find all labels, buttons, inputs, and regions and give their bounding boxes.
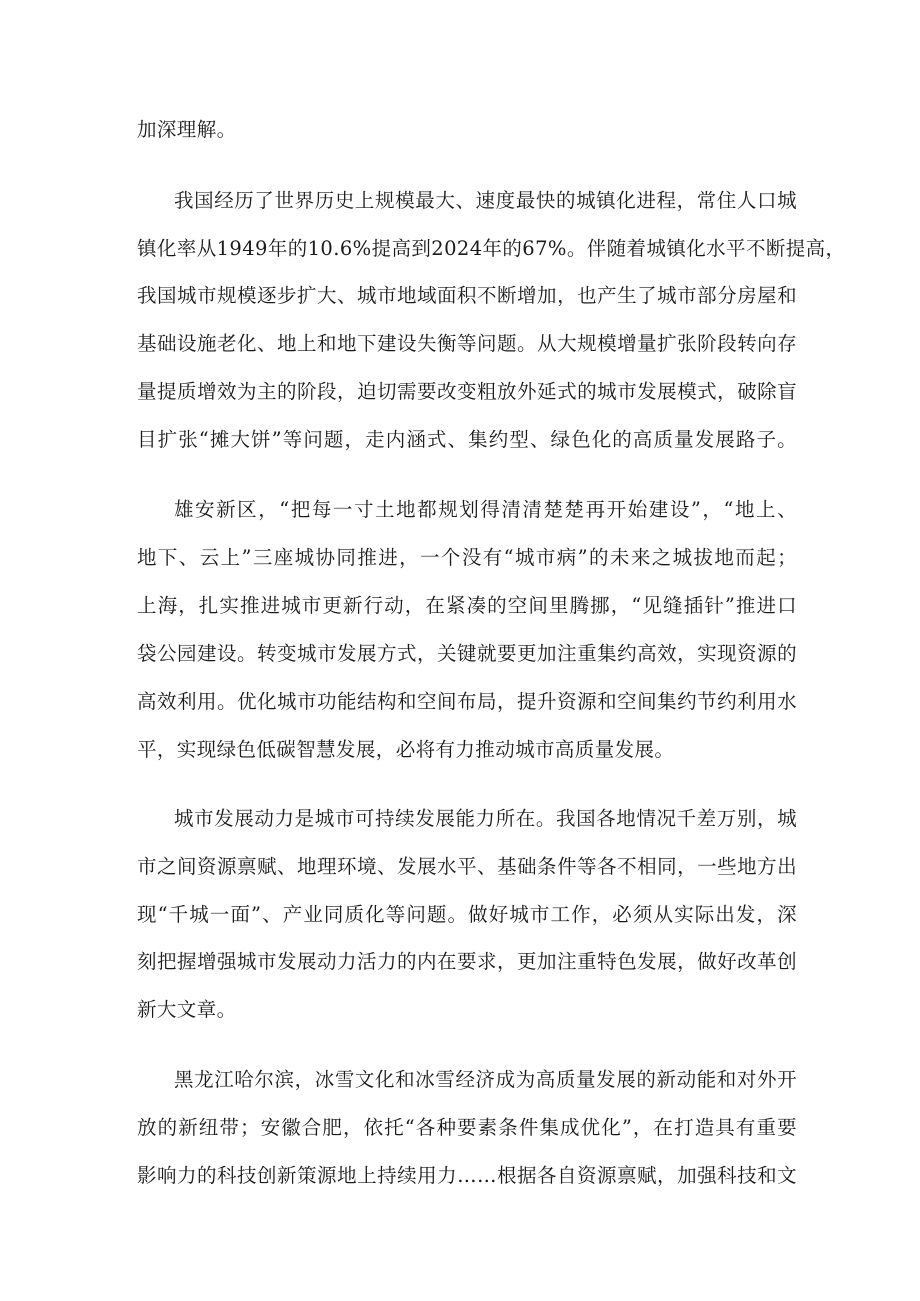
paragraph-line: 城市发展动力是城市可持续发展能力所在。我国各地情况千差万别，城 bbox=[174, 807, 797, 830]
paragraph-line: 放的新纽带；安徽合肥，依托“各种要素条件集成优化”，在打造具有重要 bbox=[137, 1116, 797, 1139]
paragraph-line: 黑龙江哈尔滨，冰雪文化和冰雪经济成为高质量发展的新动能和对外开 bbox=[174, 1068, 797, 1091]
paragraph-line: 影响力的科技创新策源地上持续用力……根据各自资源禀赋，加强科技和文 bbox=[137, 1164, 797, 1187]
paragraph-line: 刻把握增强城市发展动力活力的内在要求，更加注重特色发展，做好改革创 bbox=[137, 950, 797, 973]
paragraph-line: 市之间资源禀赋、地理环境、发展水平、基础条件等各不相同，一些地方出 bbox=[137, 855, 797, 878]
paragraph-line: 地下、云上”三座城协同推进，一个没有“城市病”的未来之城拔地而起； bbox=[137, 546, 797, 569]
paragraph-line: 上海，扎实推进城市更新行动，在紧凑的空间里腾挪，“见缝插针”推进口 bbox=[137, 594, 797, 617]
paragraph-line: 目扩张“摊大饼”等问题，走内涵式、集约型、绿色化的高质量发展路子。 bbox=[137, 428, 797, 451]
paragraph-line: 高效利用。优化城市功能结构和空间布局，提升资源和空间集约节约利用水 bbox=[137, 690, 797, 713]
paragraph-line: 加深理解。 bbox=[137, 118, 237, 141]
paragraph-line: 我国经历了世界历史上规模最大、速度最快的城镇化进程，常住人口城 bbox=[174, 189, 797, 212]
paragraph-line: 镇化率从1949年的10.6%提高到2024年的67%。伴随着城镇化水平不断提高， bbox=[137, 237, 846, 260]
paragraph-line: 现“千城一面”、产业同质化等问题。做好城市工作，必须从实际出发，深 bbox=[137, 903, 797, 926]
paragraph-line: 我国城市规模逐步扩大、城市地域面积不断增加，也产生了城市部分房屋和 bbox=[137, 284, 797, 307]
paragraph-line: 量提质增效为主的阶段，迫切需要改变粗放外延式的城市发展模式，破除盲 bbox=[137, 380, 797, 403]
paragraph-line: 袋公园建设。转变城市发展方式，关键就要更加注重集约高效，实现资源的 bbox=[137, 642, 797, 665]
paragraph-line: 雄安新区，“把每一寸土地都规划得清清楚楚再开始建设”，“地上、 bbox=[174, 498, 797, 521]
paragraph-line: 新大文章。 bbox=[137, 998, 237, 1021]
paragraph-line: 平，实现绿色低碳智慧发展，必将有力推动城市高质量发展。 bbox=[137, 738, 675, 761]
paragraph-line: 基础设施老化、地上和地下建设失衡等问题。从大规模增量扩张阶段转向存 bbox=[137, 332, 797, 355]
